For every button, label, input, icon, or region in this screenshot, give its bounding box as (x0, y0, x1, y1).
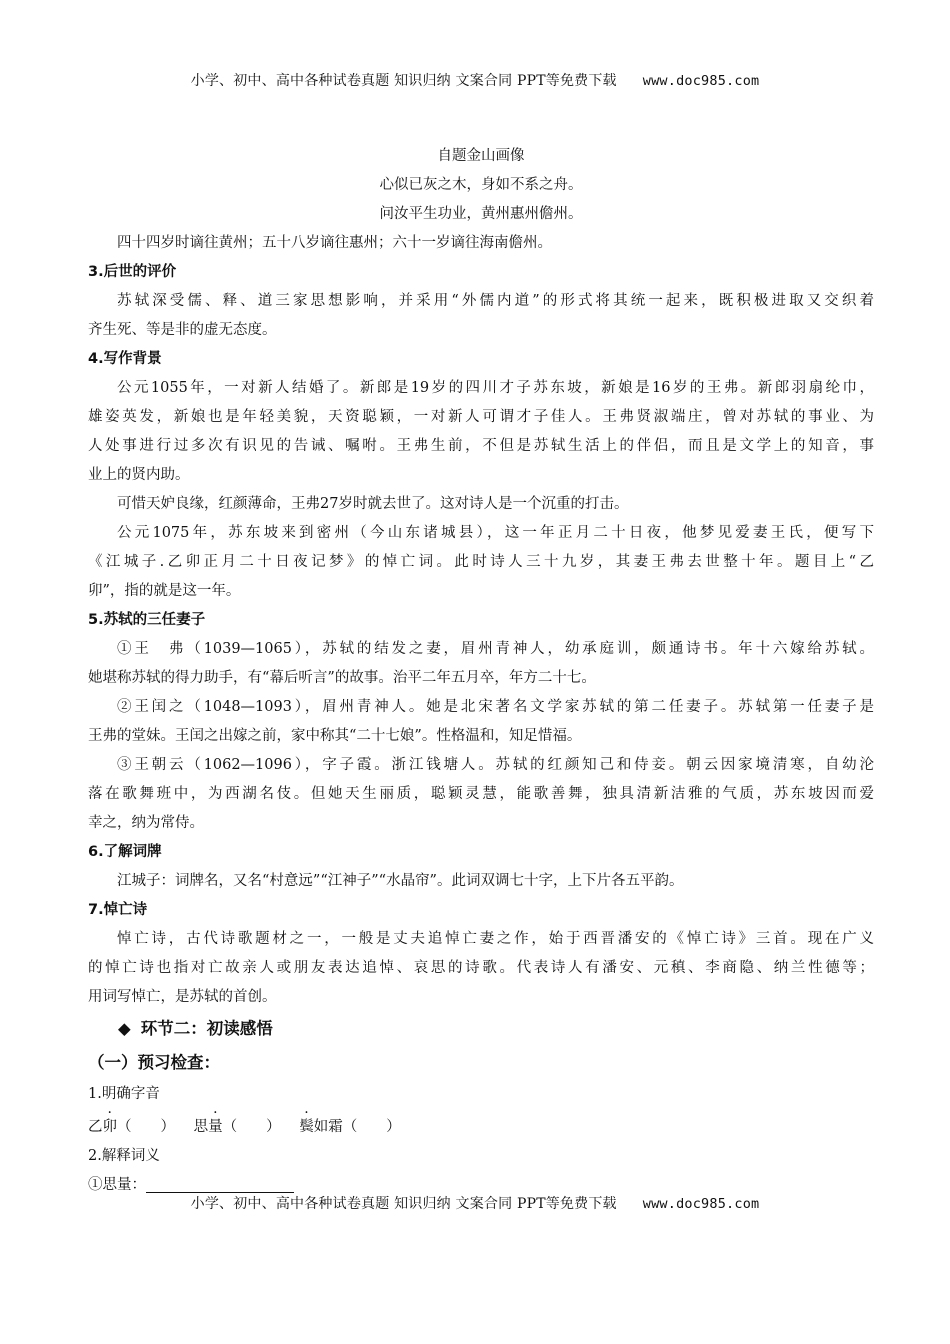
poem-line-2: 问汝平生功业，黄州惠州儋州。 (379, 206, 583, 222)
pinyin-item-3: 鬓如霜（ ） (299, 1119, 401, 1135)
section-4-text: 雄姿英发，新娘也是年轻美貌，天资聪颖，一对新人可谓才子佳人。王弗贤淑端庄，曾对苏轼的事业、为 (88, 409, 874, 425)
section-7-text: 悼亡诗，古代诗歌题材之一，一般是丈夫追悼亡妻之作，始于西晋潘安的《悼亡诗》三首。现在广义 (117, 931, 874, 947)
section-4-text: 卯”，指的就是这一年。 (88, 583, 241, 599)
emphasis-dot: 鬓 (299, 1119, 314, 1135)
section-4-text: 可惜天妒良缘，红颜薄命，王弗27岁时就去世了。这对诗人是一个沉重的打击。 (117, 496, 629, 512)
answer-blank[interactable]: （ ） (342, 1119, 401, 1135)
header-text: 小学、初中、高中各种试卷真题 知识归纳 文案合同 PPT等免费下载 (190, 73, 617, 89)
section-4-heading: 4.写作背景 (88, 351, 162, 367)
section-7-heading: 7.悼亡诗 (88, 902, 148, 918)
emphasis-dot: 卯 (102, 1119, 117, 1135)
section-3-text: 齐生死、等是非的虚无态度。 (88, 322, 277, 338)
question-1-items (88, 1109, 874, 1142)
section-4-text: 《江城子.乙卯正月二十日夜记梦》的悼亡词。此时诗人三十九岁，其妻王弗去世整十年。题目上“乙 (88, 554, 874, 570)
pinyin-item-2: 思量（ ） (194, 1119, 281, 1135)
section-5-heading: 5.苏轼的三任妻子 (88, 612, 206, 628)
section-5-text: ②王闰之（1048—1093），眉州青神人。她是北宋著名文学家苏轼的第二任妻子。苏轼第一任妻子是 (117, 699, 874, 715)
section-5-text: ③王朝云（1062—1096），字子霞。浙江钱塘人。苏轼的红颜知己和侍妾。朝云因家境清寒，自幼沦 (117, 757, 874, 773)
section-4-text: 业上的贤内助。 (88, 467, 190, 483)
emphasis-dot: 量 (208, 1119, 223, 1135)
poem-line-1: 心似已灰之木，身如不系之舟。 (379, 177, 583, 193)
section-4-text: 公元1075年，苏东坡来到密州（今山东诸城县），这一年正月二十日夜，他梦见爱妻王氏，便写下 (117, 525, 874, 541)
section-5-text: 王弗的堂妹。王闰之出嫁之前，家中称其“二十七娘”。性格温和，知足惜福。 (88, 728, 582, 744)
document-body (88, 142, 874, 1200)
footer-site[interactable]: www.doc985.com (642, 1196, 760, 1212)
section-3-text: 苏轼深受儒、释、道三家思想影响，并采用“外儒内道”的形式将其统一起来，既积极进取又交织着 (117, 293, 874, 309)
section-4-text: 人处事进行过多次有识见的告诫、嘱咐。王弗生前，不但是苏轼生活上的伴侣，而且是文学上的知音，事 (88, 438, 874, 454)
footer-text: 小学、初中、高中各种试卷真题 知识归纳 文案合同 PPT等免费下载 (190, 1196, 617, 1212)
section-6-heading: 6.了解词牌 (88, 844, 162, 860)
section-7-text: 的悼亡诗也指对亡故亲人或朋友表达追悼、哀思的诗歌。代表诗人有潘安、元稹、李商隐、纳兰性德等； (88, 960, 874, 976)
answer-blank[interactable]: （ ） (222, 1119, 281, 1135)
section-3-heading: 3.后世的评价 (88, 264, 177, 280)
pinyin-item-1: 乙卯（ ） (88, 1119, 175, 1135)
question-2-label: 2.解释词义 (88, 1148, 160, 1164)
header-site[interactable]: www.doc985.com (642, 73, 760, 89)
section-5-text: 落在歌舞班中，为西湖名伎。但她天生丽质，聪颖灵慧，能歌善舞，独具清新洁雅的气质，苏东坡因而爱 (88, 786, 874, 802)
poem-title: 自题金山画像 (437, 148, 525, 164)
answer-line[interactable] (146, 1174, 294, 1193)
page-footer (0, 1193, 950, 1213)
section-6-text: 江城子：词牌名，又名“村意远”“江神子”“水晶帘”。此词双调七十字，上下片各五平韵。 (117, 873, 684, 889)
section-5-text: 幸之，纳为常侍。 (88, 815, 204, 831)
section-4-text: 公元1055年，一对新人结婚了。新郎是19岁的四川才子苏东坡，新娘是16岁的王弗。新郎羽扇纶巾， (117, 380, 874, 396)
page-header (0, 70, 950, 90)
diamond-icon: ◆ (118, 1019, 131, 1038)
section-2-heading (88, 1012, 874, 1046)
section-5-text: 她堪称苏轼的得力助手，有“幕后听言”的故事。治平二年五月卒，年方二十七。 (88, 670, 596, 686)
preview-heading: （一）预习检查： (88, 1053, 220, 1072)
question-2-item-1: ①思量： (88, 1171, 874, 1200)
section-5-text: ①王 弗（1039—1065），苏轼的结发之妻，眉州青神人，幼承庭训，颇通诗书。年十六嫁给苏轼。 (117, 641, 874, 657)
section-2-title: 环节二：初读感悟 (140, 1019, 273, 1038)
question-1-label: 1.明确字音 (88, 1086, 160, 1102)
section-7-text: 用词写悼亡，是苏轼的首创。 (88, 989, 277, 1005)
poem-note: 四十四岁时谪往黄州；五十八岁谪往惠州；六十一岁谪往海南儋州。 (117, 235, 552, 251)
answer-blank[interactable]: （ ） (117, 1119, 175, 1135)
